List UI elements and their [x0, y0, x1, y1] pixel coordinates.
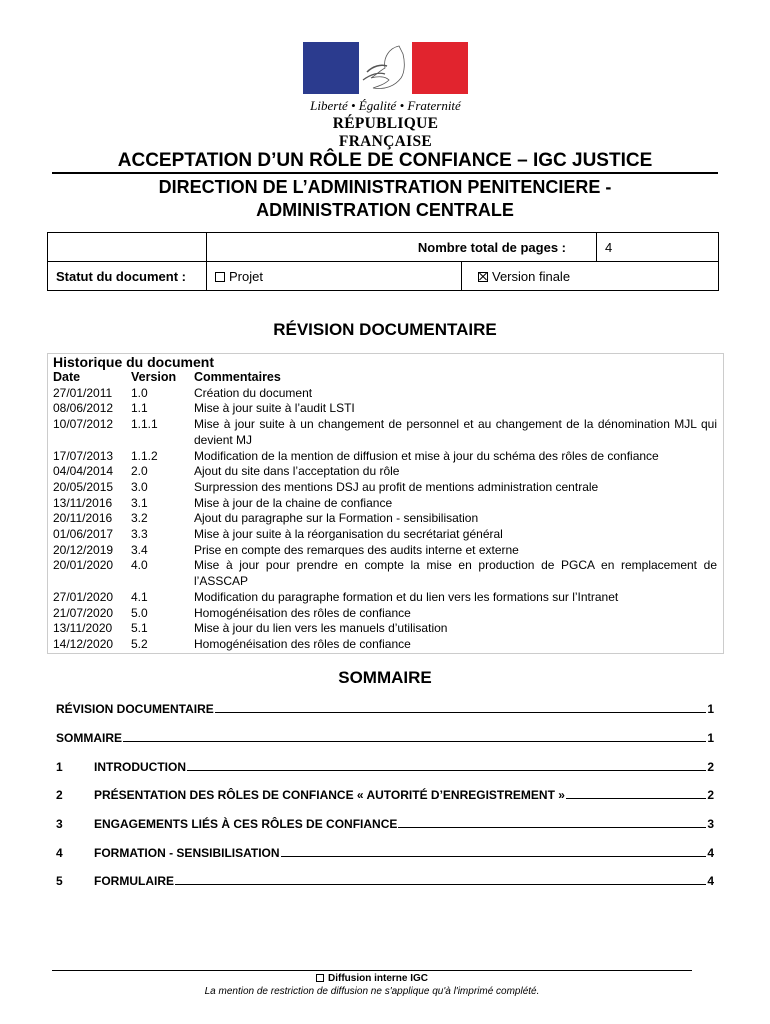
row-version: 5.1: [131, 621, 148, 636]
toc-leader: [281, 856, 707, 857]
toc-label: RÉVISION DOCUMENTAIRE: [56, 702, 214, 716]
table-row: [48, 606, 723, 622]
table-row: [48, 464, 723, 480]
footer-note: La mention de restriction de diffusion ne s'applique qu'à l'imprimé complété.: [204, 986, 540, 997]
toc-label: PRÉSENTATION DES RÔLES DE CONFIANCE « AUTORITÉ D’ENREGISTREMENT »: [94, 788, 565, 802]
status-label: Statut du document :: [48, 262, 207, 291]
table-row: [48, 590, 723, 606]
toc-entry[interactable]: [56, 702, 714, 716]
row-date: 27/01/2020: [53, 589, 114, 604]
republique-logo: [303, 42, 468, 151]
row-version: 1.1.1: [131, 417, 158, 432]
table-row: [48, 621, 723, 637]
diffusion-checkbox[interactable]: [316, 974, 324, 982]
header-version: Version: [131, 370, 177, 384]
row-comment: Création du document: [194, 385, 313, 400]
toc-page: 1: [707, 702, 714, 716]
row-version: 1.0: [131, 385, 148, 400]
pages-label: Nombre total de pages :: [207, 233, 597, 262]
row-version: 3.1: [131, 495, 148, 510]
toc-leader: [566, 798, 706, 799]
row-date: 17/07/2013: [53, 448, 114, 463]
toc-leader: [215, 712, 707, 713]
header-comments: Commentaires: [194, 370, 281, 384]
revision-heading: RÉVISION DOCUMENTAIRE: [273, 320, 497, 339]
summary-heading: SOMMAIRE: [338, 668, 432, 687]
row-version: 5.2: [131, 636, 148, 651]
row-comment: Mise à jour de la chaine de confiance: [194, 495, 393, 510]
header-date: Date: [53, 370, 81, 384]
row-comment: Homogénéisation des rôles de confiance: [194, 636, 411, 651]
toc-page: 3: [707, 817, 714, 831]
meta-empty-cell: [48, 233, 207, 262]
toc-entry[interactable]: [56, 731, 714, 745]
document-subtitle: [50, 176, 720, 222]
toc-label: FORMATION - SENSIBILISATION: [94, 846, 280, 860]
table-row: [48, 449, 723, 465]
document-meta-table: [47, 232, 719, 291]
row-comment: Mise à jour suite à l’audit LSTI: [194, 401, 355, 416]
row-version: 4.0: [131, 558, 148, 573]
row-version: 1.1: [131, 401, 148, 416]
row-version: 2.0: [131, 464, 148, 479]
row-date: 20/05/2015: [53, 479, 114, 494]
toc-label: FORMULAIRE: [94, 874, 174, 888]
diffusion-label: Diffusion interne IGC: [328, 973, 428, 984]
row-comment: Mise à jour pour prendre en compte la mise en production de PGCA en remplacement de l’ASSCAP: [194, 558, 717, 589]
row-comment: Homogénéisation des rôles de confiance: [194, 605, 411, 620]
toc-label: INTRODUCTION: [94, 760, 186, 774]
row-date: 13/11/2020: [53, 621, 113, 636]
row-date: 10/07/2012: [53, 417, 114, 432]
footer-diffusion: [52, 973, 692, 984]
toc-number: 1: [56, 760, 63, 774]
toc-number: 4: [56, 846, 63, 860]
toc-page: 2: [707, 788, 714, 802]
draft-label: Projet: [229, 268, 263, 284]
toc-page: 2: [707, 760, 714, 774]
republic-motto: Liberté • Égalité • Fraternité: [310, 98, 461, 113]
table-row: [48, 543, 723, 559]
document-title: ACCEPTATION D’UN RÔLE DE CONFIANCE – IGC JUSTICE: [117, 150, 653, 171]
row-comment: Mise à jour suite à un changement de personnel et au changement de la dénomination MJL qui devient MJ: [194, 417, 717, 447]
table-row: [48, 401, 723, 417]
table-row: [48, 386, 723, 402]
row-comment: Surpression des mentions DSJ au profit de mentions administration centrale: [194, 479, 599, 494]
row-date: 14/12/2020: [53, 636, 114, 651]
subtitle-line-2: ADMINISTRATION CENTRALE: [256, 200, 514, 220]
toc-entry[interactable]: [56, 874, 714, 888]
toc-leader: [123, 741, 706, 742]
pages-value: 4: [597, 233, 719, 262]
row-version: 1.1.2: [131, 448, 158, 463]
row-version: 3.4: [131, 542, 148, 557]
history-header-row: [48, 370, 723, 386]
row-date: 21/07/2020: [53, 605, 114, 620]
table-row: [48, 417, 723, 448]
row-date: 08/06/2012: [53, 401, 114, 416]
row-date: 20/11/2016: [53, 511, 113, 526]
row-comment: Mise à jour suite à la réorganisation du secrétariat général: [194, 527, 503, 542]
table-row: [48, 511, 723, 527]
toc-label: SOMMAIRE: [56, 731, 122, 745]
toc-entry[interactable]: [56, 788, 714, 802]
toc-number: 5: [56, 874, 63, 888]
footer-divider: [52, 970, 692, 971]
revision-history-table: [47, 353, 724, 654]
table-row: [48, 496, 723, 512]
row-comment: Prise en compte des remarques des audits interne et externe: [194, 542, 519, 557]
draft-checkbox[interactable]: [215, 272, 225, 282]
title-divider: [52, 172, 718, 174]
toc-leader: [187, 770, 706, 771]
table-row: [48, 527, 723, 543]
row-date: 20/12/2019: [53, 542, 114, 557]
row-version: 4.1: [131, 589, 148, 604]
row-version: 3.0: [131, 479, 148, 494]
table-row: [48, 637, 723, 653]
row-comment: Modification de la mention de diffusion et mise à jour du schéma des rôles de confiance: [194, 448, 659, 463]
toc-entry[interactable]: [56, 760, 714, 774]
toc-page: 4: [707, 874, 714, 888]
toc-label: ENGAGEMENTS LIÉS À CES RÔLES DE CONFIANCE: [94, 817, 398, 831]
history-title: Historique du document: [53, 354, 214, 370]
toc-entry[interactable]: [56, 817, 714, 831]
toc-page: 1: [707, 731, 714, 745]
toc-entry[interactable]: [56, 846, 714, 860]
table-row: [48, 558, 723, 589]
row-date: 13/11/2016: [53, 495, 113, 510]
french-flag-icon: [303, 42, 468, 94]
final-checkbox[interactable]: [478, 272, 488, 282]
row-version: 3.3: [131, 527, 148, 542]
row-date: 04/04/2014: [53, 464, 114, 479]
toc-number: 3: [56, 817, 63, 831]
status-draft[interactable]: [207, 262, 462, 291]
subtitle-line-1: DIRECTION DE L’ADMINISTRATION PENITENCIERE -: [158, 177, 612, 197]
toc-leader: [175, 884, 706, 885]
row-version: 5.0: [131, 605, 148, 620]
row-comment: Ajout du site dans l’acceptation du rôle: [194, 464, 400, 479]
row-comment: Ajout du paragraphe sur la Formation - sensibilisation: [194, 511, 479, 526]
row-date: 20/01/2020: [53, 558, 114, 573]
table-row: [48, 480, 723, 496]
row-comment: Mise à jour du lien vers les manuels d’utilisation: [194, 621, 448, 636]
row-comment: Modification du paragraphe formation et du lien vers les formations sur l’Intranet: [194, 589, 619, 604]
marianne-icon: [359, 42, 412, 94]
final-label: Version finale: [492, 268, 571, 284]
row-version: 3.2: [131, 511, 148, 526]
republic-name: RÉPUBLIQUE FRANÇAISE: [332, 115, 439, 150]
row-date: 27/01/2011: [53, 385, 113, 400]
toc-leader: [398, 827, 706, 828]
row-date: 01/06/2017: [53, 527, 114, 542]
status-final[interactable]: [462, 262, 719, 291]
toc-number: 2: [56, 788, 63, 802]
toc-page: 4: [707, 846, 714, 860]
